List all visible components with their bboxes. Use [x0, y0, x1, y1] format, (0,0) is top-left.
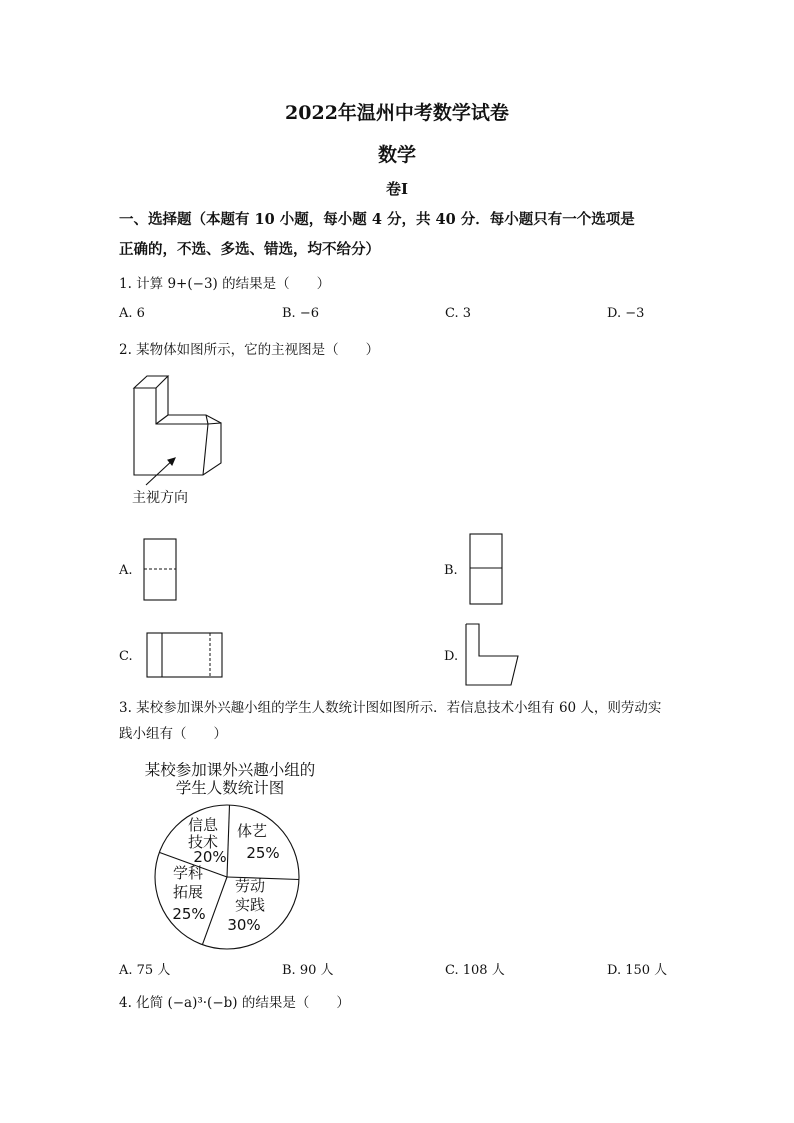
slice-value-arts: 25% — [246, 844, 280, 862]
slice-label-info-tech-2: 技术 — [187, 833, 219, 851]
slice-label-info-tech-1: 信息 — [187, 816, 219, 834]
section-heading — [119, 205, 689, 265]
question-3-stem — [119, 698, 689, 744]
slice-value-info-tech: 20% — [193, 848, 227, 866]
view-direction-label: 主视方向 — [132, 490, 188, 506]
q3-option-d: D. 150 人 — [607, 963, 668, 978]
boundary-labor-subject — [202, 877, 227, 945]
q2-option-b-label: B. — [444, 563, 458, 578]
chart-title-line2: 学生人数统计图 — [175, 779, 285, 797]
question-3-stem-line2: 践小组有（ ） — [119, 726, 227, 742]
slice-value-labor: 30% — [227, 916, 261, 934]
question-1-stem: 1. 计算 9+(−3) 的结果是（ ） — [119, 276, 331, 292]
slice-label-labor-2: 实践 — [234, 896, 266, 914]
slice-value-subject: 25% — [172, 905, 206, 923]
volume-label: 卷Ⅰ — [385, 180, 409, 198]
exam-title: 2022年温州中考数学试卷 — [285, 102, 509, 124]
q2-object-figure — [128, 370, 238, 510]
slice-label-subject-2: 拓展 — [172, 883, 204, 901]
q2-option-d-label: D. — [444, 649, 459, 664]
q1-option-a: A. 6 — [119, 306, 145, 321]
q1-option-b: B. −6 — [282, 306, 319, 321]
q3-option-b: B. 90 人 — [282, 963, 334, 978]
slice-label-labor-1: 劳动 — [234, 877, 266, 895]
subject-title: 数学 — [377, 144, 416, 166]
q2-option-a-figure — [143, 538, 179, 602]
boundary-info-arts — [227, 805, 230, 877]
slice-label-subject-1: 学科 — [172, 864, 204, 882]
slice-label-arts: 体艺 — [236, 822, 268, 840]
q2-option-a-label: A. — [119, 563, 133, 578]
section-heading-line2: 正确的，不选、多选、错选，均不给分） — [119, 241, 380, 258]
chart-title-line1: 某校参加课外兴趣小组的 — [144, 761, 316, 779]
q1-option-d: D. −3 — [607, 306, 645, 321]
question-2-stem: 2. 某物体如图所示，它的主视图是（ ） — [119, 342, 380, 358]
q3-option-a: A. 75 人 — [119, 963, 171, 978]
q2-option-c-label: C. — [119, 649, 133, 664]
q2-option-c-figure — [146, 632, 226, 680]
q1-option-c: C. 3 — [445, 306, 472, 321]
q3-pie-chart — [125, 758, 335, 958]
q2-option-b-figure — [469, 533, 505, 606]
q2-option-d-figure — [464, 622, 522, 688]
question-4-stem: 4. 化简 (−a)³·(−b) 的结果是（ ） — [119, 995, 350, 1011]
q3-option-c: C. 108 人 — [445, 963, 505, 978]
section-heading-line1: 一、选择题（本题有 10 小题，每小题 4 分，共 40 分．每小题只有一个选项是 — [119, 211, 635, 228]
question-3-stem-line1: 3. 某校参加课外兴趣小组的学生人数统计图如图所示．若信息技术小组有 60 人，则劳动实 — [119, 700, 662, 716]
